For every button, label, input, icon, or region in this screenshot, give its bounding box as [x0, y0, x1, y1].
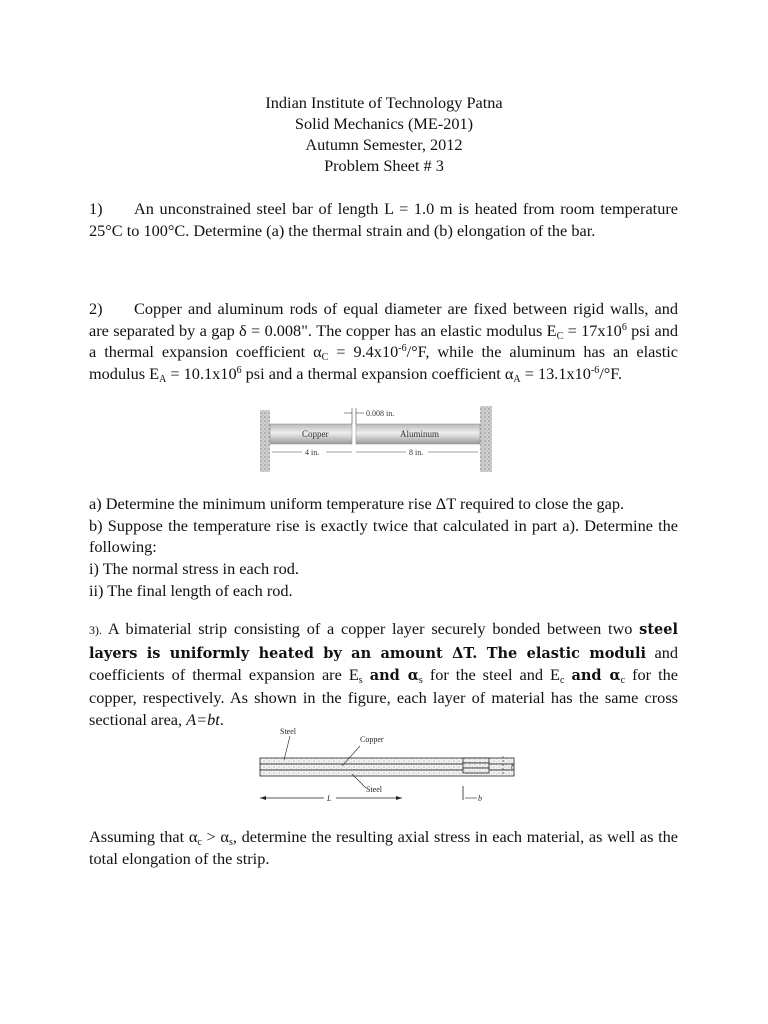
arrow-head [396, 796, 402, 800]
copper-label: Copper [302, 429, 329, 439]
aluminum-length-label: 8 in. [409, 448, 424, 457]
question-1-number: 1) [89, 199, 103, 218]
q3-c-text-1: Assuming that α [89, 827, 198, 846]
aluminum-label: Aluminum [400, 429, 440, 439]
right-wall [480, 406, 492, 472]
section-copper [463, 763, 489, 768]
section-steel-bottom [463, 768, 489, 773]
steel-bottom-label: Steel [366, 785, 382, 794]
length-label: L [327, 794, 332, 803]
q3-text-7: for the copper, respectively. As shown in the figure, each layer of material has the same cross sectional area, [89, 665, 678, 729]
q2-sub: C [321, 352, 329, 364]
question-3-conclusion [89, 826, 678, 869]
question-2-parts [89, 493, 678, 602]
q3-sub: c [620, 675, 626, 687]
q3-text-3: and coefficients of thermal expansion are E [89, 642, 678, 685]
q2-text-7: psi and a thermal expansion coefficient α [241, 364, 514, 384]
width-label: b [478, 794, 482, 803]
thickness-label: t [511, 762, 514, 771]
document-header [0, 92, 768, 176]
institute-name: Indian Institute of Technology Patna [265, 93, 503, 112]
part-i: i) The normal stress in each rod. [89, 559, 299, 579]
q3-text-1: A bimaterial strip consisting of a copper layer securely bonded between two [102, 619, 640, 638]
course-name: Solid Mechanics (ME-201) [294, 114, 474, 133]
question-3-number: 3). [89, 623, 102, 637]
q2-text-5: /°F, while the aluminum has an elastic modulus E [89, 342, 678, 384]
gap-label: 0.008 in. [366, 409, 395, 418]
q2-sup: 6 [236, 365, 242, 377]
q3-sub: s [418, 675, 423, 687]
section-steel-top [463, 758, 489, 763]
q2-sup: -6 [398, 343, 407, 355]
q2-text-6: = 10.1x10 [166, 364, 237, 384]
q2-sup: 6 [621, 321, 627, 333]
q2-sub: A [513, 374, 521, 386]
q3-text-4: and α [369, 667, 419, 685]
q3-sub: c [559, 675, 565, 687]
part-b: b) Suppose the temperature rise is exactly twice that calculated in part a). Determine the following: [89, 515, 678, 557]
question-3 [89, 618, 678, 731]
q3-bold-text: steel layers is uniformly heated by an amount ΔT. The elastic moduli [89, 621, 678, 662]
left-wall [260, 410, 270, 472]
q2-text-3: psi and a thermal expansion coefficient α [89, 320, 678, 362]
sheet-title: Problem Sheet # 3 [324, 156, 444, 175]
question-1 [89, 198, 678, 241]
q2-text-9: /°F. [599, 364, 623, 384]
q2-text-1: Copper and aluminum rods of equal diameter are fixed between rigid walls, and are separated by a gap δ = 0.008". The copper has an elastic modulus E [89, 299, 678, 340]
steel-top-leader [284, 736, 290, 760]
question-2 [89, 298, 678, 385]
q2-sub: C [556, 330, 564, 342]
q3-text-9: . [219, 709, 224, 729]
copper-label: Copper [360, 735, 384, 744]
question-2-number: 2) [89, 299, 103, 318]
q2-sup: -6 [590, 365, 600, 377]
q3-c-text-2: > α [201, 827, 229, 846]
q2-text-4: = 9.4x10 [328, 342, 399, 362]
semester: Autumn Semester, 2012 [305, 135, 463, 154]
q2-text-8: = 13.1x10 [520, 364, 591, 384]
copper-length-label: 4 in. [305, 448, 320, 457]
cross-section-figure [459, 752, 529, 804]
q3-sub: s [358, 675, 363, 687]
q3-text-5: for the steel and E [422, 665, 560, 685]
arrow-head [260, 796, 266, 800]
part-ii: ii) The final length of each rod. [89, 580, 293, 600]
q3-area-formula: A=bt [186, 709, 220, 729]
q3-c-sub: c [197, 837, 202, 848]
q2-text-2: = 17x10 [563, 320, 622, 340]
q3-text-6: and α [571, 667, 621, 685]
q2-sub: A [159, 374, 167, 386]
rods-figure [260, 404, 494, 474]
question-1-text: An unconstrained steel bar of length L = 1.0 m is heated from room temperature 25°C to 100°C. Determine (a) the thermal strain and (b) elongation of the bar. [89, 199, 678, 240]
q3-c-sub: s [228, 837, 233, 848]
steel-top-label: Steel [280, 727, 296, 736]
part-a: a) Determine the minimum uniform temperature rise ΔT required to close the gap. [89, 494, 625, 513]
q3-c-text-3: , determine the resulting axial stress in each material, as well as the total elongation of the strip. [89, 827, 679, 868]
